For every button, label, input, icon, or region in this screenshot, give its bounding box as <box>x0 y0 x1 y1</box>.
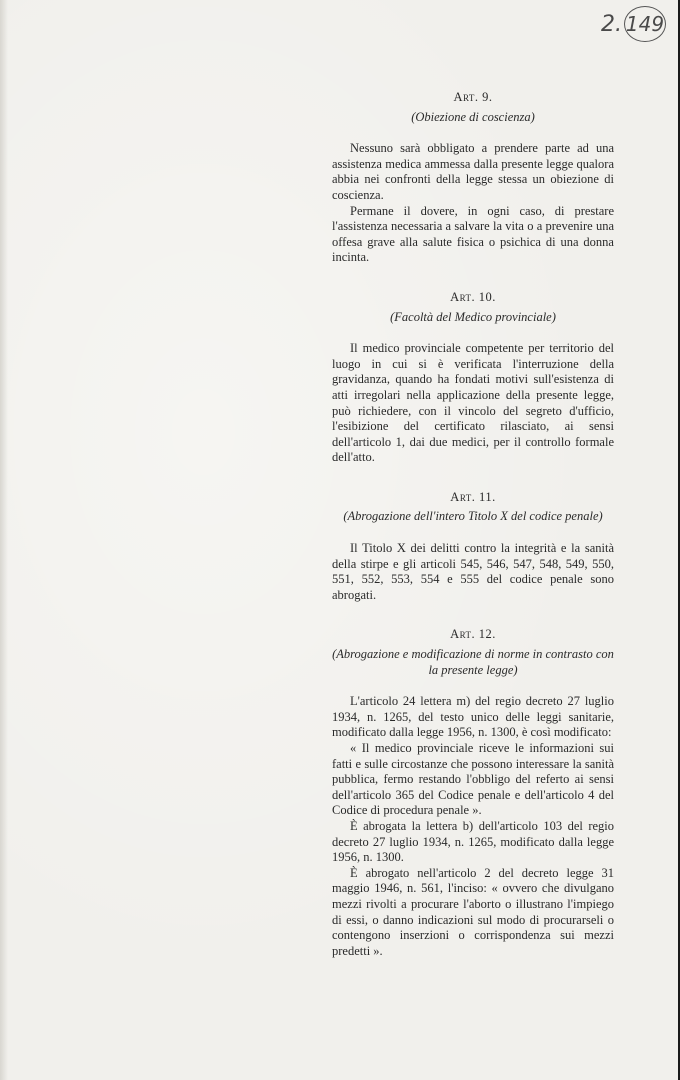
page-number-value: 149 <box>625 12 665 36</box>
article-paragraph: È abrogata la lettera b) dell'articolo 103 del regio decreto 27 luglio 1934, n. 1265, modificato dalla legge 1956, n. 1300. <box>332 818 614 865</box>
article-subtitle: (Obiezione di coscienza) <box>411 109 535 124</box>
page-number-mark <box>601 6 666 42</box>
page-number-circle <box>624 6 666 42</box>
page-edge-shadow <box>0 0 8 1080</box>
article-title: Art. 11. <box>450 489 496 504</box>
article-paragraph: « Il medico provinciale riceve le informazioni sui fatti e sulle circostanze che possono interessare la sanità pubblica, fermo restando l'obbligo del referto ai sensi dell'articolo 365 del Codice penale e dell'articolo 4 del Codice di procedura penale ». <box>332 741 614 818</box>
article-subtitle: (Facoltà del Medico provinciale) <box>390 309 556 324</box>
text-column <box>332 90 614 959</box>
article-paragraph: L'articolo 24 lettera m) del regio decreto 27 luglio 1934, n. 1265, del testo unico delle leggi sanitarie, modificato dalla legge 1956, n. 1300, è così modificato: <box>332 694 614 740</box>
article-11 <box>332 490 614 604</box>
article-12 <box>332 627 614 959</box>
article-10 <box>332 290 614 466</box>
article-paragraph: Permane il dovere, in ogni caso, di prestare l'assistenza necessaria a salvare la vita o a prevenire una offesa grave alla salute fisica o psichica di una donna incinta. <box>332 203 614 265</box>
article-paragraph: Il medico provinciale competente per territorio del luogo in cui si è verificata l'interruzione della gravidanza, quando ha fondati motivi sull'esistenza di atti irregolari nella applicazione della presente legge, può richiedere, con il vincolo del segreto d'ufficio, l'esibizione del certificato rilasciato, ai sensi dell'articolo 1, dai due medici, per il controllo formale dell'atto. <box>332 341 614 465</box>
article-subtitle: (Abrogazione e modificazione di norme in contrasto con la presente legge) <box>332 647 614 677</box>
article-title: Art. 10. <box>450 289 496 304</box>
article-paragraph: Nessuno sarà obbligato a prendere parte ad una assistenza medica ammessa dalla presente legge qualora abbia nei confronti della legge stessa un obiezione di coscienza. <box>332 141 614 202</box>
article-title: Art. 9. <box>453 90 493 104</box>
article-paragraph: Il Titolo X dei delitti contro la integrità e la sanità della stirpe e gli articoli 545, 546, 547, 548, 549, 550, 551, 552, 553, 554 e 555 del codice penale sono abrogati. <box>332 541 614 602</box>
article-9 <box>332 90 614 266</box>
article-title: Art. 12. <box>450 627 496 642</box>
page-number-prefix: 2. <box>601 11 622 37</box>
article-paragraph: È abrogato nell'articolo 2 del decreto legge 31 maggio 1946, n. 561, l'inciso: « ovvero che divulgano mezzi rivolti a procurare l'aborto o illustrano l'impiego di essi, o danno indicazioni sul modo di procurarseli o contengono inserzioni o corrispondenza sui mezzi predetti ». <box>332 865 614 958</box>
article-subtitle: (Abrogazione dell'intero Titolo X del codice penale) <box>343 509 603 524</box>
